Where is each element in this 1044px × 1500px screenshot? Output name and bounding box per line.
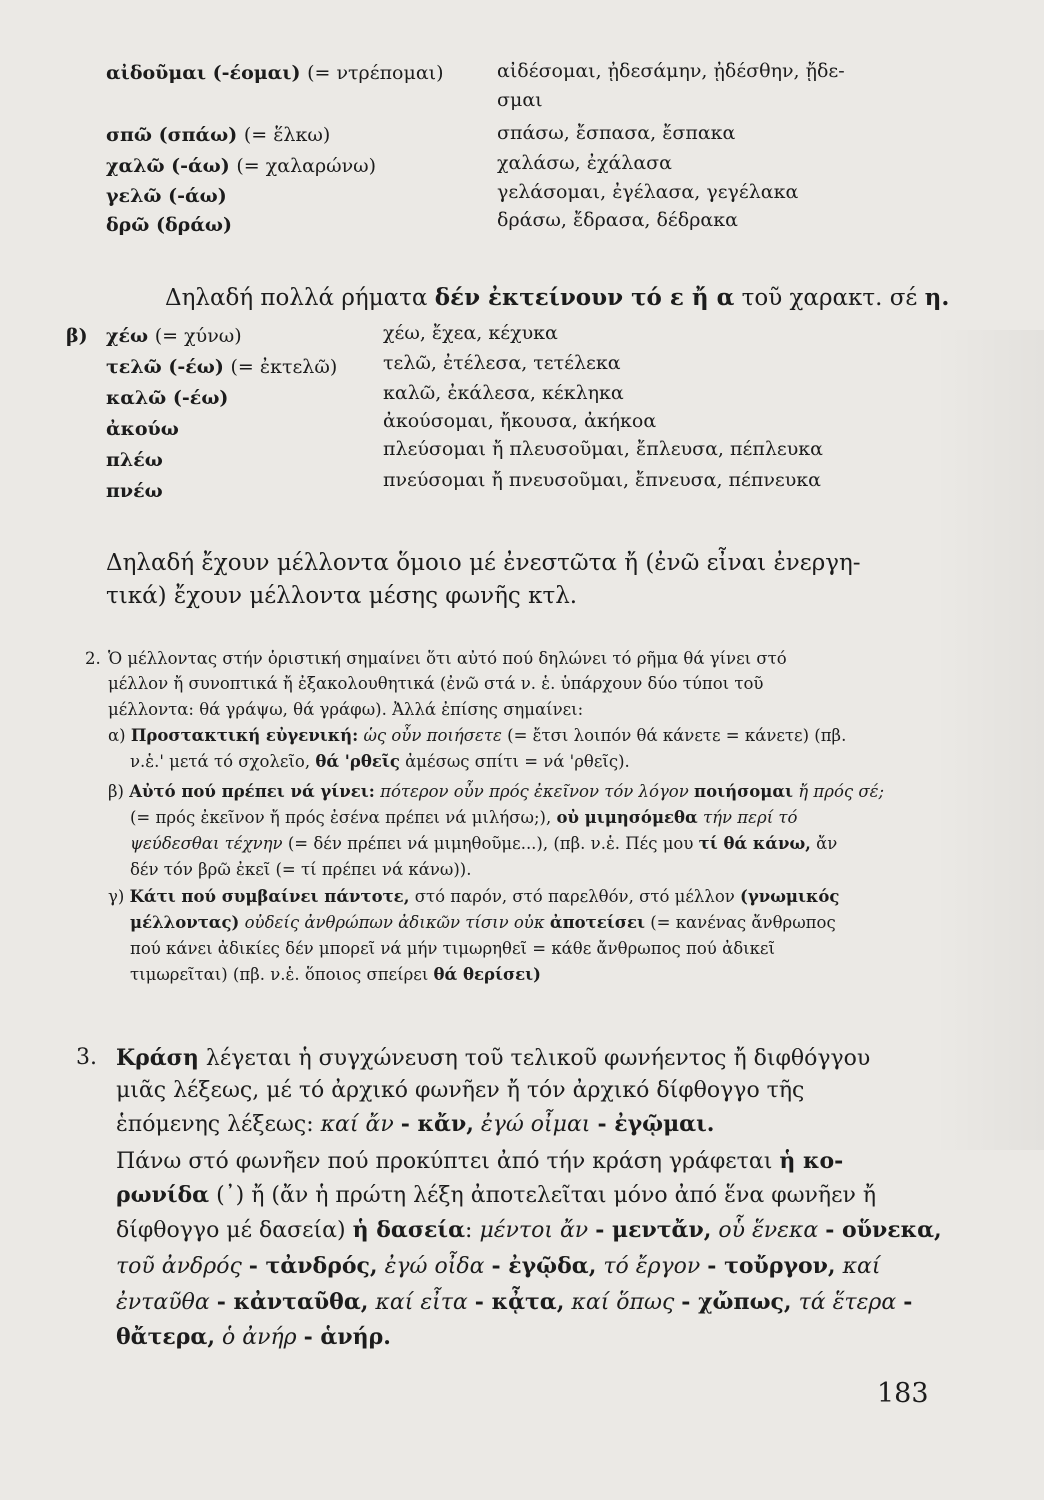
- note-b-line2: τικά) ἔχουν μέλλοντα μέσης φωνῆς κτλ.: [106, 583, 578, 609]
- verb-entry: καλῶ (-έω): [106, 387, 229, 409]
- subitem-c: γ) Κάτι πού συμβαίνει πάντοτε, στό παρόν, στό παρελθόν, στό μέλλον (γνωμικός: [108, 887, 840, 906]
- text-line: ἐνταῦθα - κἀνταῦθα, καί εἶτα - κᾆτα, καί ὅπως - χὤπως, τά ἕτερα -: [116, 1289, 913, 1315]
- verb-entry: πλέω: [106, 449, 163, 471]
- text-line: μιᾶς λέξεως, μέ τό ἀρχικό φωνῆεν ἤ τόν ἀρχικό δίφθογγο τῆς: [116, 1078, 805, 1103]
- section-number: 3.: [76, 1045, 97, 1070]
- text-line: ρωνίδα (᾿) ἤ (ἄν ἡ πρώτη λέξη ἀποτελεῖται μόνο ἀπό ἕνα φωνῆεν ἤ: [116, 1182, 877, 1208]
- verb-forms: αἰδέσομαι, ᾐδεσάμην, ᾐδέσθην, ᾔδε-: [497, 60, 845, 82]
- text-line: τοῦ ἀνδρός - τἀνδρός, ἐγώ οἶδα - ἐγῷδα, τό ἔργον - τοὔργον, καί: [116, 1253, 881, 1279]
- verb-forms: δράσω, ἔδρασα, δέδρακα: [497, 209, 738, 231]
- verb-entry: χέω (= χύνω): [106, 325, 242, 347]
- subitem-b-cont: (= πρός ἐκεῖνον ἤ πρός ἐσένα πρέπει νά μιλήσω;), οὐ μιμησόμεθα τήν περί τό: [130, 808, 798, 827]
- text-line: μέλλοντα: θά γράψω, θά γράφω). Ἀλλά ἐπίσης σημαίνει:: [108, 700, 584, 719]
- subitem-c-cont: τιμωρεῖται) (πβ. ν.ἑ. ὅποιος σπείρει θά θερίσει): [130, 965, 541, 984]
- subitem-c-cont: μέλλοντας) οὐδείς ἀνθρώπων ἀδικῶν τίσιν οὐκ ἀποτείσει (= κανένας ἄνθρωπος: [130, 913, 836, 932]
- subitem-b: β) Αὐτό πού πρέπει νά γίνει: πότερον οὖν πρός ἐκεῖνον τόν λόγον ποιήσομαι ἤ πρός σέ;: [108, 782, 885, 801]
- section-number: 2.: [85, 649, 101, 668]
- verb-forms: πλεύσομαι ἤ πλευσοῦμαι, ἔπλευσα, πέπλευκα: [383, 438, 823, 460]
- subitem-b-cont: δέν τόν βρῶ ἐκεῖ (= τί πρέπει νά κάνω)).: [130, 860, 472, 879]
- verb-forms: πνεύσομαι ἤ πνευσοῦμαι, ἔπνευσα, πέπνευκα: [383, 469, 822, 491]
- list-label: β): [66, 325, 88, 347]
- verb-forms: καλῶ, ἐκάλεσα, κέκληκα: [383, 382, 624, 404]
- subitem-c-cont: πού κάνει ἀδικίες δέν μπορεῖ νά μήν τιμωρηθεῖ = κάθε ἄνθρωπος πού ἀδικεῖ: [130, 939, 775, 958]
- text-line: δίφθογγο μέ δασεία) ἡ δασεία: μέντοι ἄν - μεντἄν, οὗ ἕνεκα - οὕνεκα,: [116, 1217, 942, 1243]
- text-line: ἑπόμενης λέξεως: καί ἄν - κἄν, ἐγώ οἶμαι - ἐγῷμαι.: [116, 1111, 715, 1137]
- verb-forms: χαλάσω, ἐχάλασα: [497, 152, 672, 174]
- note-b-line1: Δηλαδή ἔχουν μέλλοντα ὅμοιο μέ ἐνεστῶτα ἤ (ἐνῶ εἶναι ἐνεργη-: [106, 550, 861, 576]
- verb-forms: σπάσω, ἔσπασα, ἔσπακα: [497, 122, 736, 144]
- text-line: Κράση λέγεται ἡ συγχώνευση τοῦ τελικοῦ φωνήεντος ἤ διφθόγγου: [116, 1045, 871, 1071]
- verb-entry: πνέω: [106, 480, 163, 502]
- verb-forms: χέω, ἔχεα, κέχυκα: [383, 322, 558, 344]
- subitem-a-cont: ν.ἑ.' μετά τό σχολεῖο, θά 'ρθεῖς ἀμέσως σπίτι = νά 'ρθεῖς).: [130, 752, 630, 771]
- subitem-b-cont: ψεύδεσθαι τέχνην (= δέν πρέπει νά μιμηθοῦμε...), (πβ. ν.ἑ. Πές μου τί θά κάνω, ἄν: [130, 834, 838, 853]
- page-number: 183: [877, 1378, 929, 1409]
- verb-entry: δρῶ (δράω): [106, 214, 233, 236]
- verb-forms: ἀκούσομαι, ἤκουσα, ἀκήκοα: [383, 410, 657, 432]
- verb-entry: τελῶ (-έω) (= ἐκτελῶ): [106, 356, 338, 378]
- text-line: θἄτερα, ὁ ἀνήρ - ἁνήρ.: [116, 1324, 391, 1350]
- note-a: Δηλαδή πολλά ρήματα δέν ἐκτείνουν τό ε ἤ α τοῦ χαρακτ. σέ η.: [165, 284, 950, 311]
- verb-entry: χαλῶ (-άω) (= χαλαρώνω): [106, 155, 377, 177]
- verb-entry: γελῶ (-άω): [106, 185, 227, 207]
- text-line: Πάνω στό φωνῆεν πού προκύπτει ἀπό τήν κράση γράφεται ἡ κο-: [116, 1148, 844, 1174]
- verb-forms: τελῶ, ἐτέλεσα, τετέλεκα: [383, 352, 621, 374]
- verb-entry: ἀκούω: [106, 418, 179, 440]
- verb-entry: σπῶ (σπάω) (= ἕλκω): [106, 124, 331, 146]
- bleed-through-shadow: [934, 330, 1044, 1150]
- subitem-a: α) Προστακτική εὐγενική: ὡς οὖν ποιήσετε (= ἔτσι λοιπόν θά κάνετε = κάνετε) (πβ.: [108, 726, 847, 745]
- text-line: μέλλον ἤ συνοπτικά ἤ ἐξακολουθητικά (ἐνῶ στά ν. ἑ. ὑπάρχουν δύο τύποι τοῦ: [108, 674, 764, 693]
- verb-entry: αἰδοῦμαι (-έομαι) (= ντρέπομαι): [106, 62, 444, 84]
- verb-forms-cont: σμαι: [497, 89, 543, 111]
- text-line: Ὁ μέλλοντας στήν ὁριστική σημαίνει ὅτι αὐτό πού δηλώνει τό ρῆμα θά γίνει στό: [108, 649, 787, 668]
- verb-forms: γελάσομαι, ἐγέλασα, γεγέλακα: [497, 181, 799, 203]
